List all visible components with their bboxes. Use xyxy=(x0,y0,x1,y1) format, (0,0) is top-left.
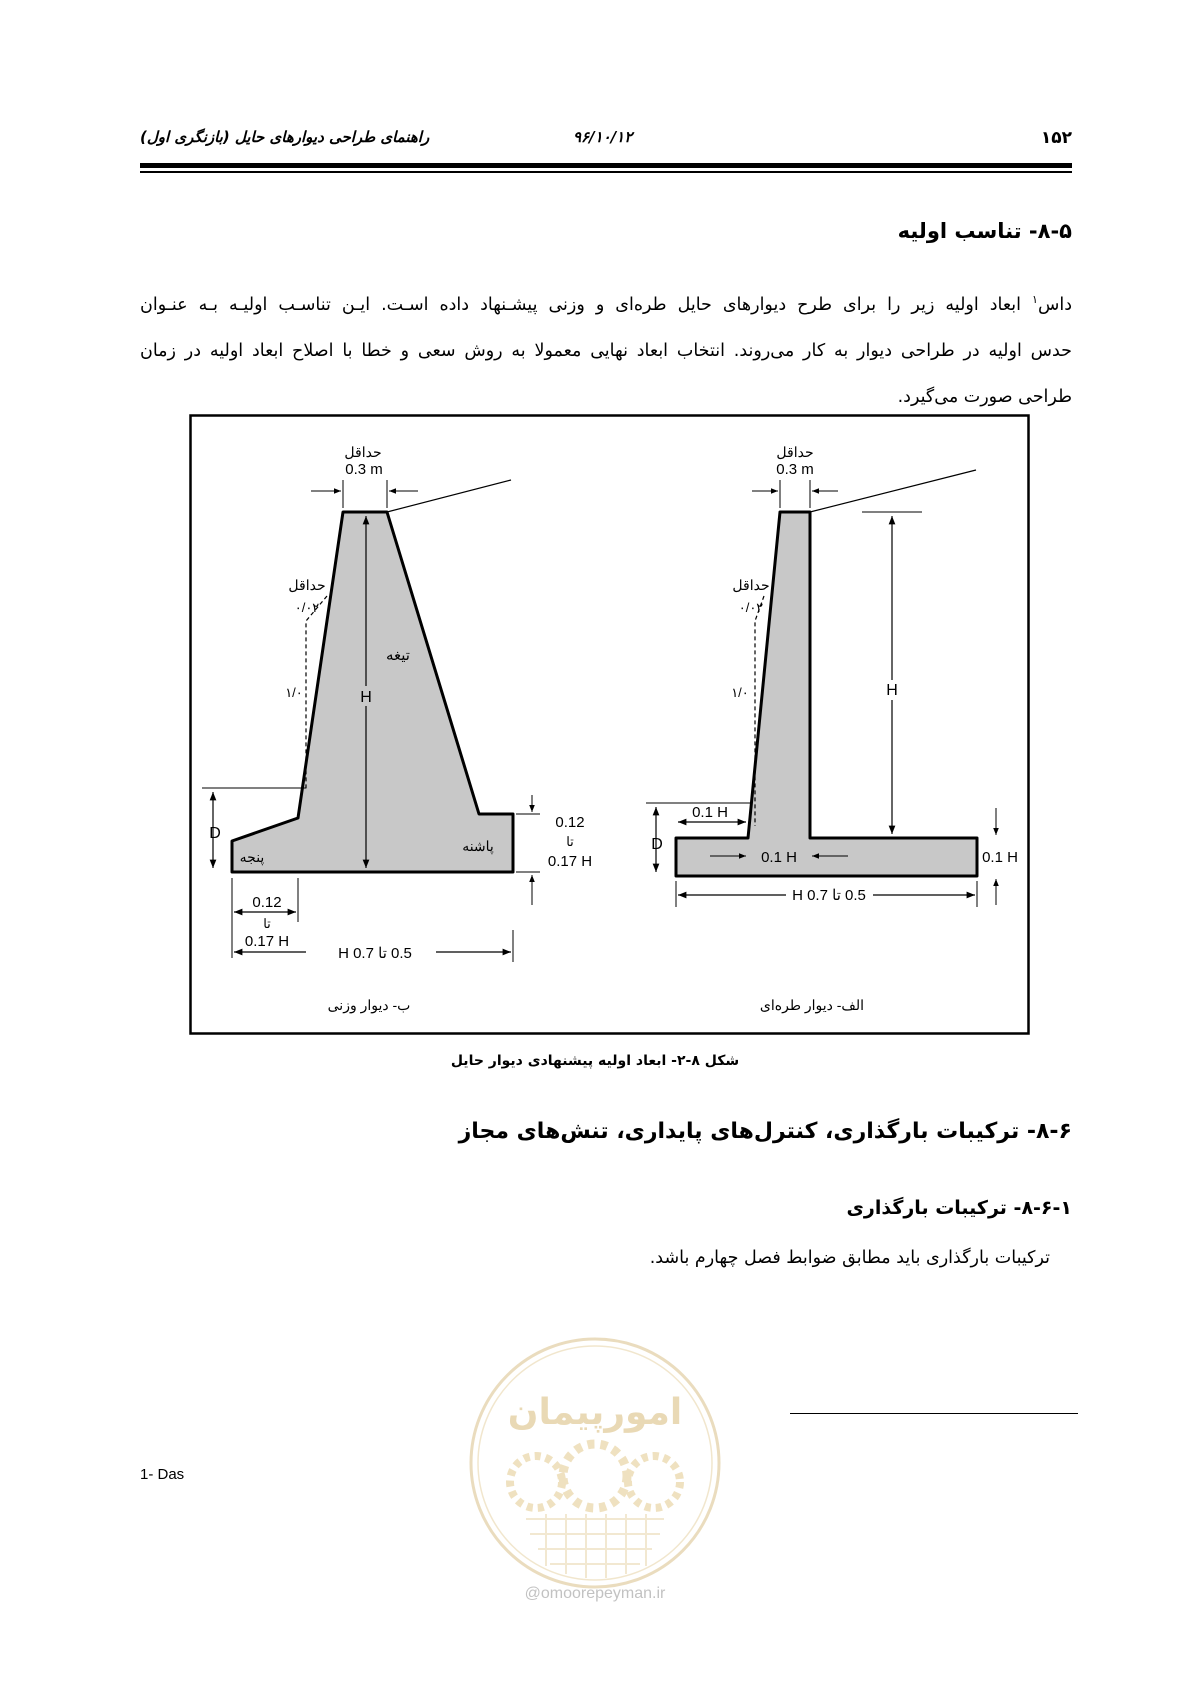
section-8-6-1-heading: ۸-۶-۱- ترکیبات بارگذاری xyxy=(846,1197,1072,1219)
gravity-toe-length-2: تا xyxy=(263,916,271,931)
cant-height-label: H xyxy=(886,682,898,699)
cant-depth-label: D xyxy=(651,836,663,853)
section-8-6-heading: ۸-۶- ترکیبات بارگذاری، کنترل‌های پایداری، تنش‌های مجاز xyxy=(458,1119,1072,1144)
cant-min-label: حداقل xyxy=(776,444,814,460)
gravity-base-thickness-1: 0.12 xyxy=(555,814,585,831)
gravity-heel-label: پاشنه xyxy=(462,838,494,854)
header-date: ۹۶/۱۰/۱۲ xyxy=(573,128,633,146)
gravity-batter-ratio: ۱/۰ xyxy=(285,685,303,700)
footnote-rule xyxy=(790,1413,1078,1414)
cantilever-wall-sublabel: الف- دیوار طره‌ای xyxy=(759,997,865,1013)
cant-batter-value: ۰/۰۲ xyxy=(738,600,764,615)
cant-base-thickness-label: 0.1 H xyxy=(982,849,1018,866)
watermark-logo-text: امورپیمان xyxy=(507,1392,683,1433)
gravity-base-thickness-3: 0.17 H xyxy=(547,853,593,870)
cant-stem-thickness-label: 0.1 H xyxy=(761,849,797,866)
paragraph-line-3: طراحی صورت می‌گیرد. xyxy=(897,386,1072,407)
cant-base-width-label: 0.5 تا 0.7 H xyxy=(792,887,866,904)
gravity-toe-length-1: 0.12 xyxy=(252,894,282,911)
gravity-stem-label: تیغه xyxy=(386,647,410,664)
gravity-toe-length-3: 0.17 H xyxy=(244,933,290,950)
lead-word: داس xyxy=(1037,294,1072,315)
gravity-wall-sublabel: ب- دیوار وزنی xyxy=(327,997,411,1013)
watermark-site: @omoorepeyman.ir xyxy=(524,1585,666,1602)
footnote-mark: ۱ xyxy=(1032,293,1038,306)
gravity-wall xyxy=(202,444,592,1014)
backfill-slope-line xyxy=(387,480,511,512)
gravity-base-width-label: 0.5 تا 0.7 H xyxy=(338,945,412,962)
header-title: راهنمای طراحی دیوارهای حایل (بازنگری اول) xyxy=(140,128,430,146)
gravity-min-label: حداقل xyxy=(344,444,382,460)
gravity-batter-min-label: حداقل xyxy=(288,577,326,593)
cant-toe-length-label: 0.1 H xyxy=(692,804,728,821)
gravity-batter-value: ۰/۰۲ xyxy=(294,600,320,615)
footnote: 1- Das xyxy=(140,1466,185,1483)
gravity-height-label: H xyxy=(360,689,372,706)
paragraph-line-2: حدس اولیه در طراحی دیوار به کار می‌روند. انتخاب ابعاد نهایی معمولا به روش سعی و خطا با اصلاح ابعاد اولیه در زمان xyxy=(140,340,1072,361)
cant-batter-min-label: حداقل xyxy=(732,577,770,593)
watermark-logo xyxy=(466,1334,724,1592)
cant-batter-ratio: ۱/۰ xyxy=(731,685,749,700)
gravity-toe-label: پنجه xyxy=(239,849,265,865)
section-8-5-heading: ۸-۵- تناسب اولیه xyxy=(897,219,1072,243)
gravity-top-width: 0.3 m xyxy=(345,461,383,478)
paragraph-line-1: داس$^۱$ ابعاد اولیه زیر را برای طرح دیوارهای حایل طره‌ای و وزنی پیشـنهاد داده اسـت. ایـن تناسـب اولیـه بـه عنـوان xyxy=(140,293,1072,315)
page-number: ۱۵۲ xyxy=(1040,128,1072,148)
gravity-base-thickness-2: تا xyxy=(566,834,574,849)
cant-top-width: 0.3 m xyxy=(776,461,814,478)
gravity-depth-label: D xyxy=(209,825,221,842)
section-8-6-1-paragraph: ترکیبات بارگذاری باید مطابق ضوابط فصل چهارم باشد. xyxy=(649,1248,1050,1268)
cantilever-wall xyxy=(646,444,1018,1014)
figure-caption: شکل ۸-۲- ابعاد اولیه پیشنهادی دیوار حایل xyxy=(450,1053,740,1069)
